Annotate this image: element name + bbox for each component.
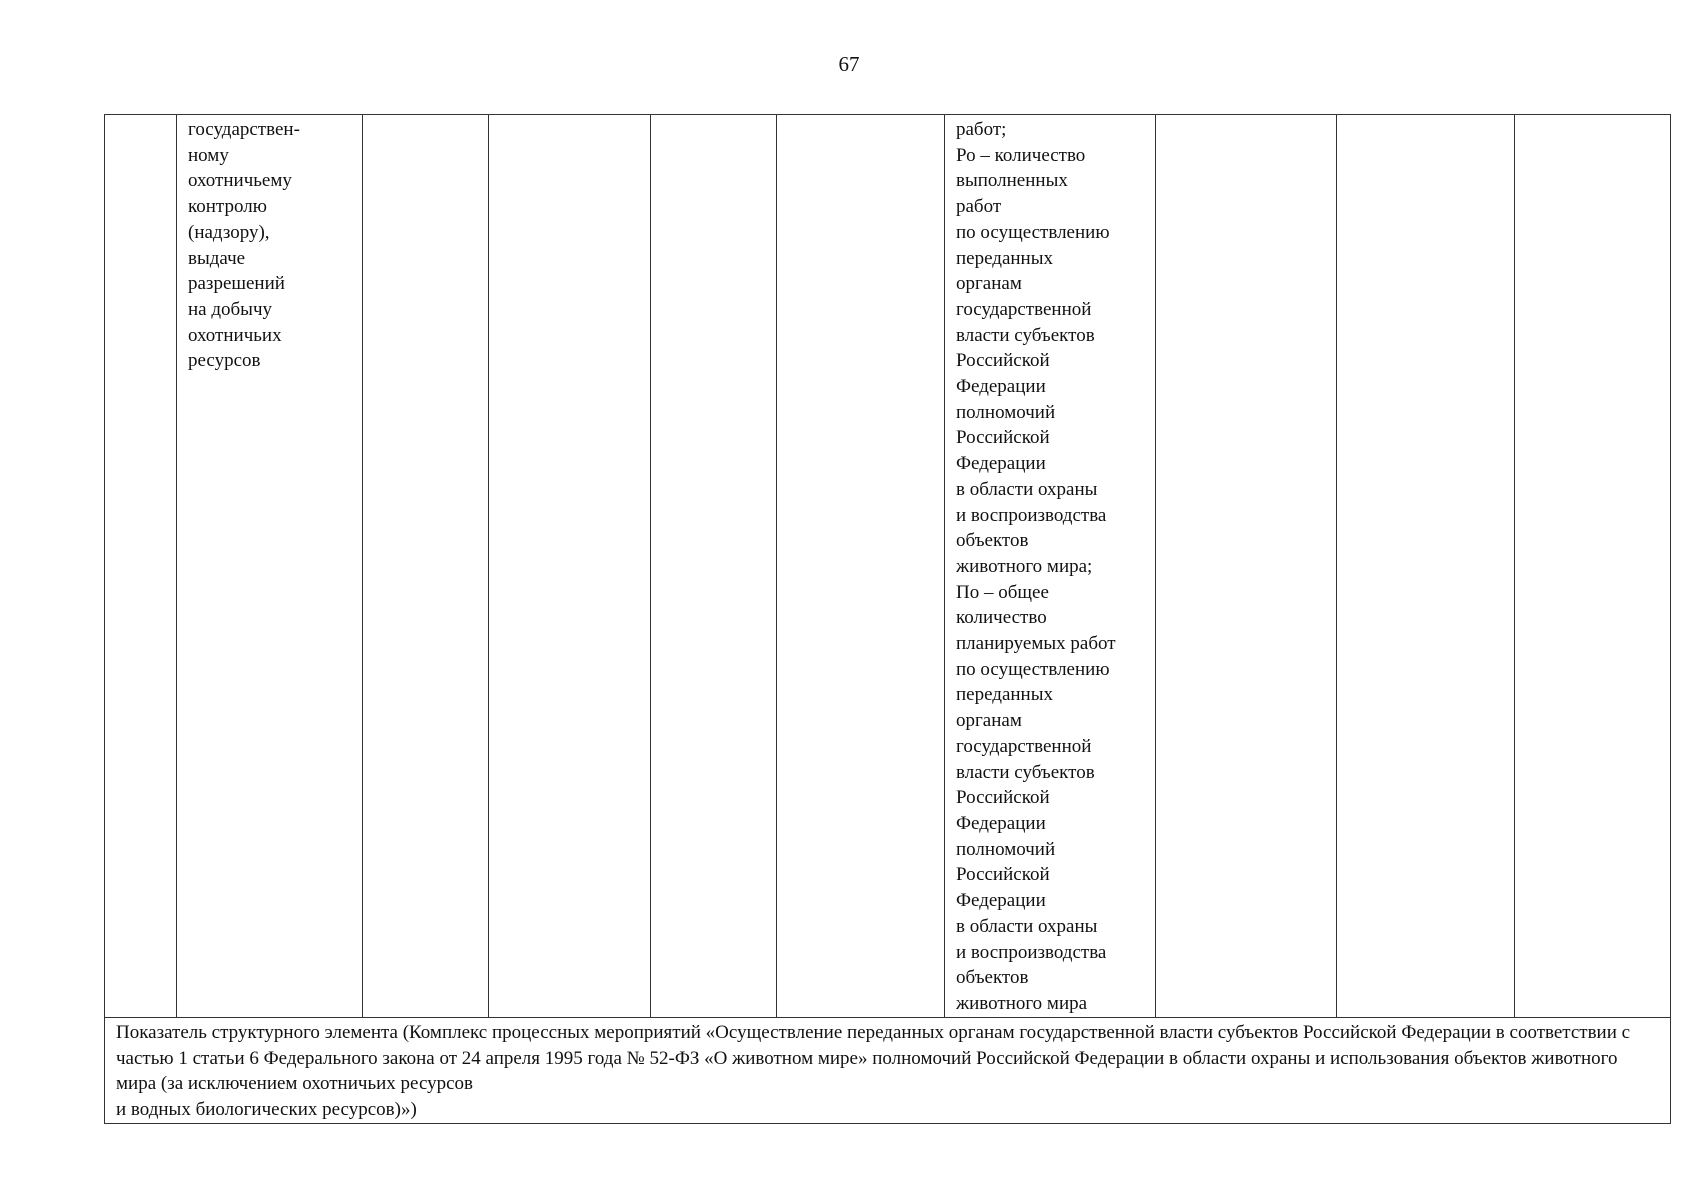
table-cell-number — [105, 115, 177, 1018]
table-cell-10 — [1515, 115, 1671, 1018]
table-cell-indicator-name — [177, 115, 363, 1018]
table-cell-4 — [489, 115, 651, 1018]
table-cell-3 — [363, 115, 489, 1018]
table-section-row — [105, 1018, 1671, 1124]
formula-description-text: работ; Ро – количество выполненных работ по осуществлению переданных органам государственной власти субъектов Российской Федерации полномочий Российской Федерации в области охраны и воспроизводства объектов животного мира; По – общее количество планируемых работ по осуществлению переданных органам государственной власти субъектов Российской Федерации полномочий Российской Федерации в области охраны и воспроизводства объектов животного мира — [956, 119, 1116, 1014]
section-title-text: Показатель структурного элемента (Комплекс процессных мероприятий «Осуществление переданных органам государственной власти субъектов Российской Федерации в соответствии с частью 1 статьи 6 Федерального закона от 24 апреля 1995 года № 52-ФЗ «О животном мире» полномочий Российской Федерации в области охраны и использования объектов животного мира (за исключением охотничьих ресурсов и водных биологических ресурсов)») — [116, 1022, 1631, 1121]
indicator-table — [104, 114, 1671, 1124]
table-cell-9 — [1337, 115, 1515, 1018]
table-cell-8 — [1156, 115, 1337, 1018]
table-row — [105, 115, 1671, 1018]
table-cell-6 — [777, 115, 945, 1018]
table-cell-5 — [651, 115, 777, 1018]
table-cell-formula — [945, 115, 1156, 1018]
section-title-cell — [105, 1018, 1671, 1124]
indicator-name-text: государствен- ному охотничьему контролю (надзору), выдаче разрешений на добычу охотничьих ресурсов — [188, 119, 300, 372]
page-number: 67 — [838, 52, 860, 76]
